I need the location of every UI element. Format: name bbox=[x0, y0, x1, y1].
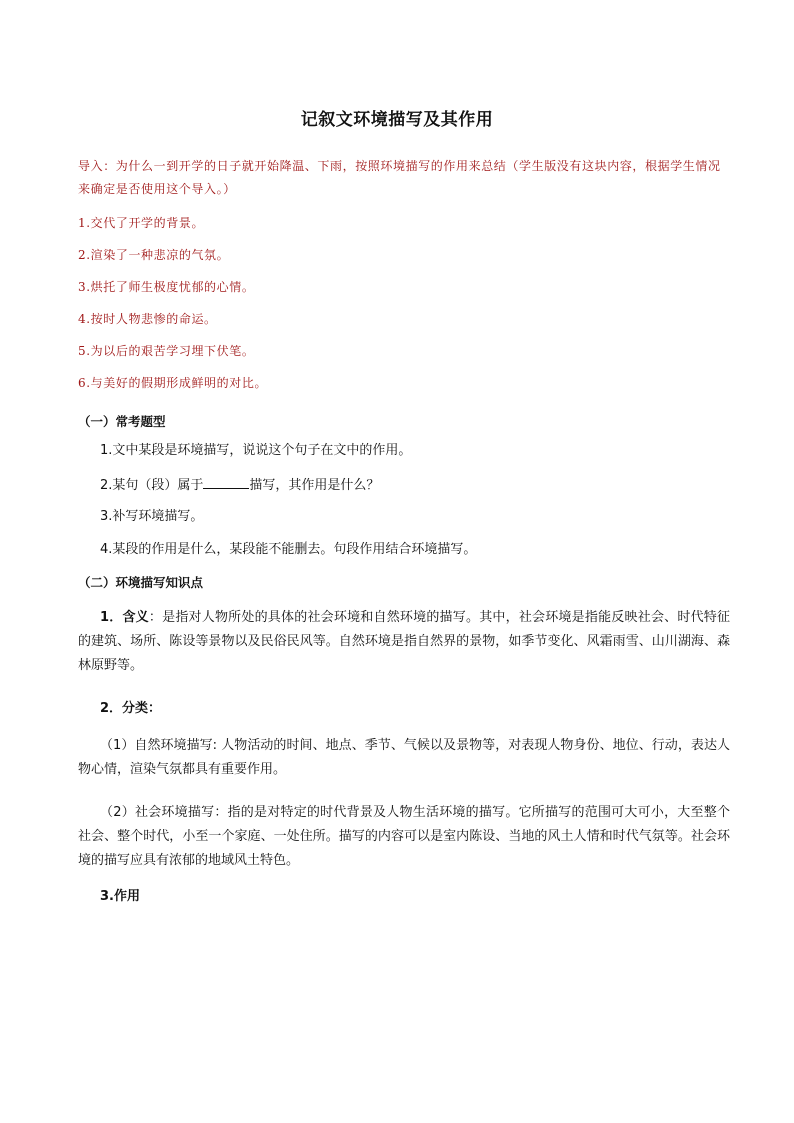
classification-heading: 2．分类： bbox=[100, 701, 162, 716]
function-heading: 3.作用 bbox=[100, 889, 140, 904]
question-type-text: 2.某句（段）属于 bbox=[100, 478, 204, 493]
intro-paragraph: 导入：为什么一到开学的日子就开始降温、下雨，按照环境描写的作用来总结（学生版没有这块内容，根据学生情况来确定是否使用这个导入。） bbox=[78, 159, 721, 196]
intro-points-list bbox=[78, 212, 718, 404]
question-type-item: 4.某段的作用是什么，某段能不能删去。句段作用结合环境描写。 bbox=[100, 542, 477, 557]
definition-paragraph bbox=[78, 606, 730, 678]
natural-environment-paragraph: （1）自然环境描写: 人物活动的时间、地点、季节、气候以及景物等，对表现人物身份、地位、行动，表达人物心情，渲染气氛都具有重要作用。 bbox=[78, 738, 730, 777]
intro-point: 4.按时人物悲惨的命运。 bbox=[78, 312, 217, 326]
question-type-item: 3.补写环境描写。 bbox=[100, 509, 204, 524]
section-heading-question-types: （一）常考题型 bbox=[78, 414, 166, 429]
question-type-text-suffix: 描写，其作用是什么？ bbox=[249, 478, 380, 493]
question-types-list bbox=[100, 441, 476, 573]
document-title: 记叙文环境描写及其作用 bbox=[300, 110, 494, 130]
definition-text: ：是指对人物所处的具体的社会环境和自然环境的描写。其中，社会环境是指能反映社会、时代特征的建筑、场所、陈设等景物以及民俗民风等。自然环境是指自然界的景物，如季节变化、风霜雨雪、山川湖海、森林原野等。 bbox=[78, 610, 730, 673]
intro-point: 2.渲染了一种悲凉的气氛。 bbox=[78, 248, 230, 262]
intro-point: 5.为以后的艰苦学习埋下伏笔。 bbox=[78, 344, 255, 358]
question-type-item bbox=[100, 474, 476, 507]
intro-point: 6.与美好的假期形成鲜明的对比。 bbox=[78, 376, 268, 390]
section-heading-knowledge-points: （二）环境描写知识点 bbox=[78, 575, 204, 590]
fill-in-blank bbox=[203, 474, 249, 489]
intro-point: 3.烘托了师生极度忧郁的心情。 bbox=[78, 280, 255, 294]
social-environment-paragraph: （2）社会环境描写：指的是对特定的时代背景及人物生活环境的描写。它所描写的范围可大可小，大至整个社会、整个时代，小至一个家庭、一处住所。描写的内容可以是室内陈设、当地的风土人情和时代气氛等。社会环境的描写应具有浓郁的地域风土特色。 bbox=[78, 805, 730, 868]
question-type-item: 1.文中某段是环境描写，说说这个句子在文中的作用。 bbox=[100, 443, 412, 458]
intro-point: 1.交代了开学的背景。 bbox=[78, 216, 205, 230]
definition-label: 1．含义 bbox=[100, 610, 149, 625]
